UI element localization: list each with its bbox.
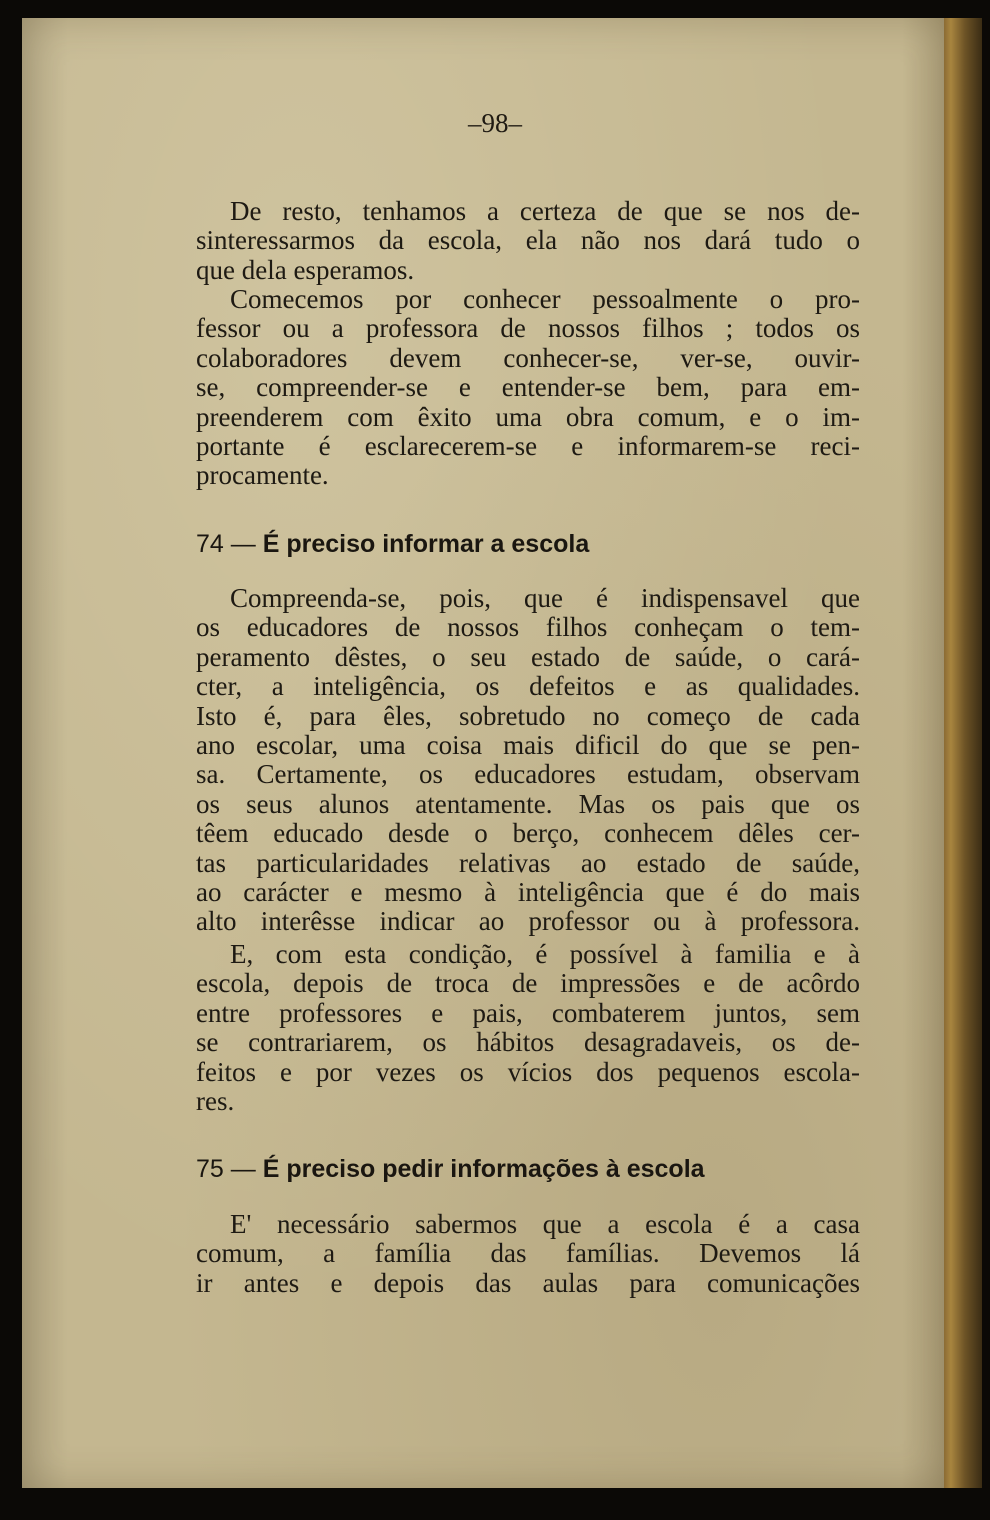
text-line: fessor ou a professora de nossos filhos ; todos os: [196, 313, 860, 344]
text-line: ao carácter e mesmo à inteligência que é do mais: [196, 877, 860, 908]
text-line: peramento dêstes, o seu estado de saúde, o cará-: [196, 641, 860, 672]
text-line: tas particularidades relativas ao estado de saúde,: [196, 847, 860, 878]
paragraph-1: [196, 197, 860, 285]
text-line: os seus alunos atentamente. Mas os pais que os: [196, 788, 860, 819]
section-title: É preciso informar a escola: [262, 530, 590, 558]
section-number: 75 —: [196, 1155, 263, 1183]
text-line: ir antes e depois das aulas para comunicações: [196, 1267, 860, 1298]
page-number: –98–: [468, 108, 522, 138]
text-line: res.: [196, 1086, 235, 1117]
text-line: E' necessário sabermos que a escola é a casa: [230, 1209, 860, 1239]
text-line: Comecemos por conhecer pessoalmente o pro-: [230, 284, 860, 314]
text-line: sinteressarmos da escola, ela não nos dará tudo o: [196, 225, 860, 256]
book-spine: [944, 18, 982, 1488]
section-number: 74 —: [196, 530, 263, 558]
section-heading-75: [196, 1155, 705, 1184]
section-heading-74: [196, 530, 589, 559]
text-line: escola, depois de troca de impressões e de acôrdo: [196, 968, 860, 999]
section-title: É preciso pedir informações à escola: [262, 1155, 705, 1183]
paragraph-2: [196, 285, 860, 491]
paragraph-5: [196, 1210, 860, 1298]
text-line: preenderem com êxito uma obra comum, e o im-: [196, 401, 860, 432]
text-line: E, com esta condição, é possível à familia e à: [230, 939, 860, 969]
text-line: ano escolar, uma coisa mais dificil do que se pen-: [196, 730, 860, 761]
text-line: comum, a família das famílias. Devemos lá: [196, 1238, 860, 1269]
text-line: procamente.: [196, 460, 329, 491]
text-line: De resto, tenhamos a certeza de que se nos de-: [230, 196, 860, 226]
text-line: têem educado desde o berço, conhecem dêles cer-: [196, 818, 860, 849]
text-line: os educadores de nossos filhos conheçam o tem-: [196, 612, 860, 643]
text-line: Compreenda-se, pois, que é indispensavel que: [230, 583, 860, 613]
text-line: entre professores e pais, combaterem juntos, sem: [196, 997, 860, 1028]
text-line: colaboradores devem conhecer-se, ver-se, ouvir-: [196, 342, 860, 373]
text-line: que dela esperamos.: [196, 254, 415, 285]
text-line: se contrariarem, os hábitos desagradaveis, os de-: [196, 1027, 860, 1058]
text-line: se, compreender-se e entender-se bem, para em-: [196, 372, 860, 403]
text-line: sa. Certamente, os educadores estudam, observam: [196, 759, 860, 790]
text-line: cter, a inteligência, os defeitos e as qualidades.: [196, 671, 860, 702]
text-line: portante é esclarecerem-se e informarem-se reci-: [196, 431, 860, 462]
paragraph-4: [196, 940, 860, 1116]
text-line: Isto é, para êles, sobretudo no começo de cada: [196, 700, 860, 731]
text-line: feitos e por vezes os vícios dos pequenos escola-: [196, 1056, 860, 1087]
text-line: alto interêsse indicar ao professor ou à professora.: [196, 906, 860, 937]
paragraph-3: [196, 584, 860, 937]
